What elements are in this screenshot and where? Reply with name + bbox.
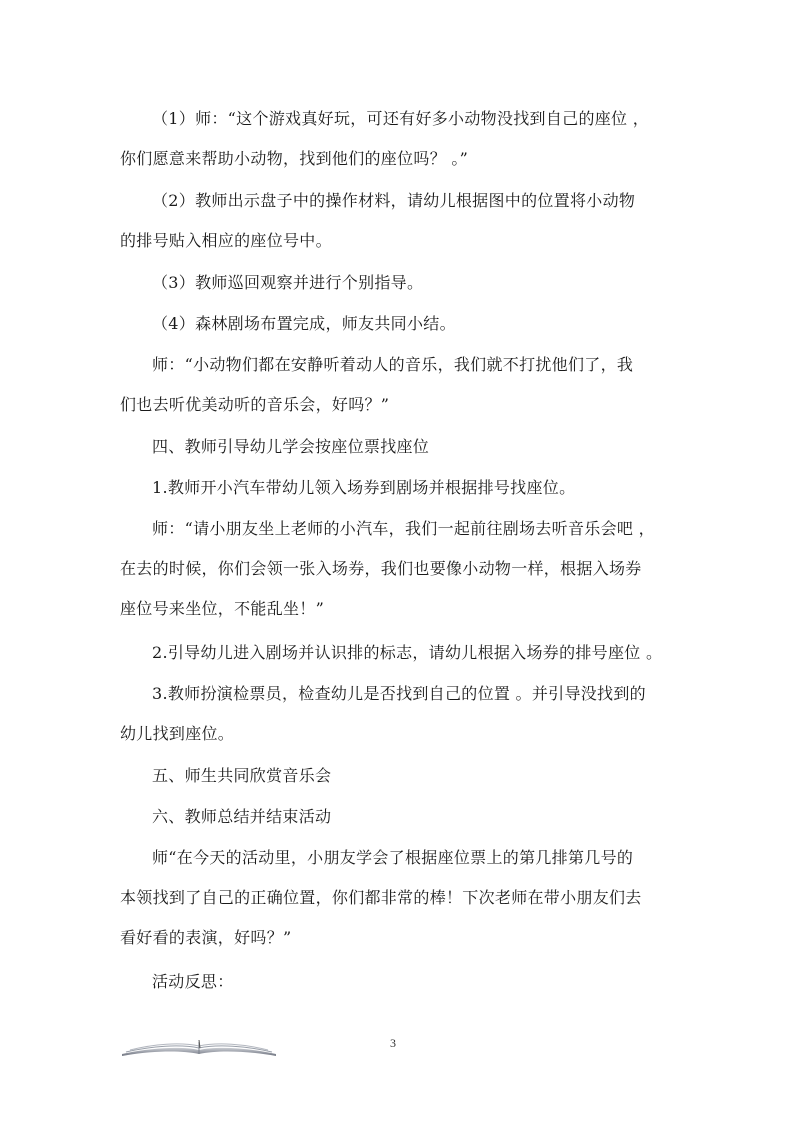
- paragraph-4: [120, 307, 680, 341]
- paragraph-5: [120, 348, 680, 422]
- paragraph-line: 的排号贴入相应的座位号中。: [120, 231, 332, 250]
- paragraph-line: （2）教师出示盘子中的操作材料，请幼儿根据图中的位置将小动物: [152, 191, 636, 210]
- paragraph-line: 2.引导幼儿进入剧场并认识排的标志，请幼儿根据入场券的排号座位 。: [152, 643, 663, 662]
- paragraph-2: [120, 184, 680, 258]
- paragraph-line: （1）师：“这个游戏真好玩，可还有好多小动物没找到自己的座位 ，: [152, 109, 650, 128]
- paragraph-line: 活动反思：: [152, 972, 234, 991]
- open-book-icon: [120, 1038, 278, 1058]
- heading-text: 六、教师总结并结束活动: [152, 807, 332, 826]
- paragraph-line: 师：“小动物们都在安静听着动人的音乐，我们就不打扰他们了，我: [152, 355, 634, 374]
- paragraph-line: 3.教师扮演检票员，检查幼儿是否找到自己的位置 。并引导没找到的: [152, 684, 646, 703]
- paragraph-line: （3）教师巡回观察并进行个别指导。: [152, 273, 424, 292]
- paragraph-line: （4）森林剧场布置完成，师友共同小结。: [152, 314, 456, 333]
- paragraph-9: [120, 636, 680, 670]
- paragraph-14: [120, 965, 680, 999]
- paragraph-line: 师：“请小朋友坐上老师的小汽车，我们一起前往剧场去听音乐会吧 ，: [152, 519, 655, 538]
- heading-text: 五、师生共同欣赏音乐会: [152, 766, 332, 785]
- paragraph-13: [120, 841, 680, 955]
- section-heading-6: [120, 800, 680, 834]
- paragraph-line: 师“在今天的活动里，小朋友学会了根据座位票上的第几排第几号的: [152, 848, 634, 867]
- section-heading-4: [120, 430, 680, 464]
- paragraph-line: 本领找到了自己的正确位置，你们都非常的棒！下次老师在带小朋友们去: [120, 888, 642, 907]
- paragraph-line: 座位号来坐位，不能乱坐！”: [120, 599, 325, 618]
- paragraph-8: [120, 512, 680, 626]
- paragraph-1: [120, 102, 680, 176]
- heading-text: 四、教师引导幼儿学会按座位票找座位: [152, 437, 430, 456]
- paragraph-10: [120, 677, 680, 751]
- section-heading-5: [120, 759, 680, 793]
- paragraph-line: 们也去听优美动听的音乐会，好吗？”: [120, 395, 390, 414]
- paragraph-line: 幼儿找到座位。: [120, 724, 235, 743]
- paragraph-7: [120, 471, 680, 505]
- page-number: 3: [390, 1036, 396, 1050]
- paragraph-line: 1.教师开小汽车带幼儿领入场券到剧场并根据排号找座位。: [152, 478, 576, 497]
- paragraph-line: 你们愿意来帮助小动物，找到他们的座位吗？ 。”: [120, 149, 469, 168]
- paragraph-3: [120, 266, 680, 300]
- paragraph-line: 看好看的表演，好吗？”: [120, 928, 292, 947]
- paragraph-line: 在去的时候，你们会领一张入场券，我们也要像小动物一样，根据入场券: [120, 559, 642, 578]
